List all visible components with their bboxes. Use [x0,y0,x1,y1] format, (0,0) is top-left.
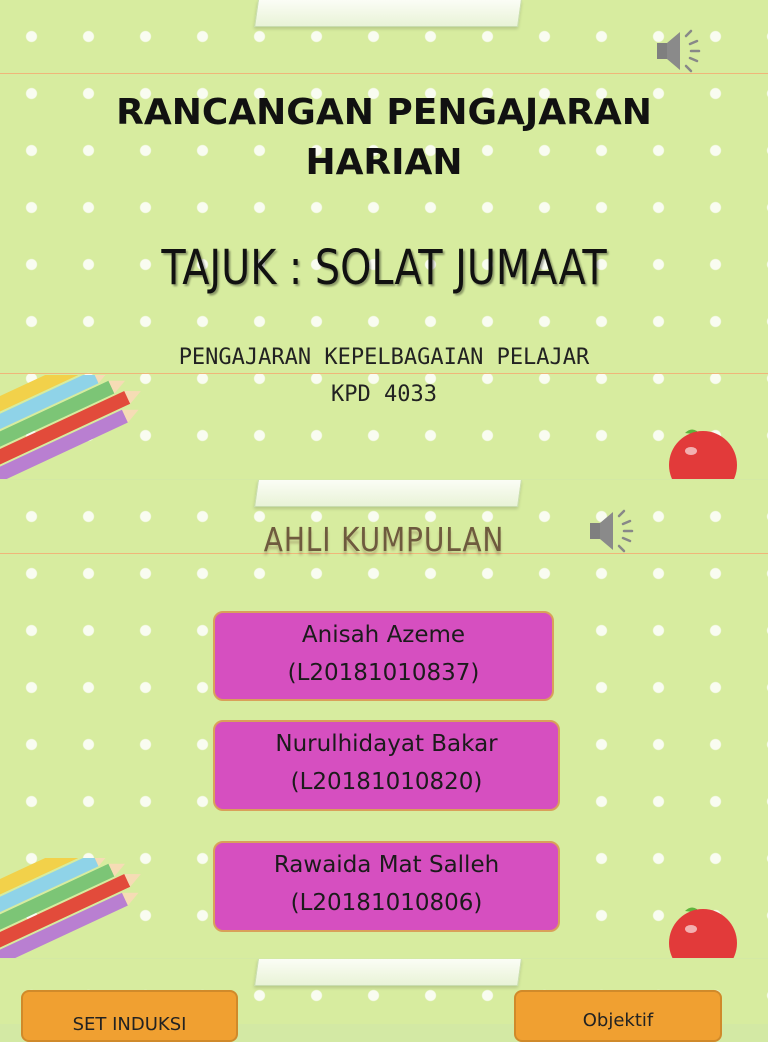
page-title [40,88,728,188]
pencils-decoration [0,858,175,958]
speaker-icon[interactable] [653,28,709,74]
slide-tab [254,480,522,507]
topic-title: TAJUK : SOLAT JUMAAT [161,240,607,296]
speaker-icon[interactable] [586,508,642,554]
slide-title [0,0,768,479]
slide-tab [254,0,522,27]
title-line-1: RANCANGAN PENGAJARAN [116,92,652,133]
member-name: Nurulhidayat Bakar [275,731,498,757]
slide-tab [254,959,522,986]
apple-decoration [663,423,743,479]
member-id: (L20181010806) [290,890,483,916]
pencils-decoration [0,375,175,479]
set-induksi-button[interactable]: SET INDUKSI [21,990,238,1042]
member-id: (L20181010837) [287,660,480,686]
divider [0,373,768,374]
title-line-2: HARIAN [305,142,463,183]
group-members-heading: AHLI KUMPULAN [263,520,505,559]
objektif-button[interactable]: Objektif [514,990,722,1042]
member-id: (L20181010820) [290,769,483,795]
member-card-3[interactable] [213,841,560,932]
subtitle-line-1: PENGAJARAN KEPELBAGAIAN PELAJAR [178,345,590,370]
subtitle-line-2: KPD 4033 [331,382,437,407]
apple-decoration [663,901,743,958]
member-card-1[interactable] [213,611,554,701]
member-name: Anisah Azeme [301,622,466,648]
member-name: Rawaida Mat Salleh [273,852,500,878]
member-card-2[interactable] [213,720,560,811]
